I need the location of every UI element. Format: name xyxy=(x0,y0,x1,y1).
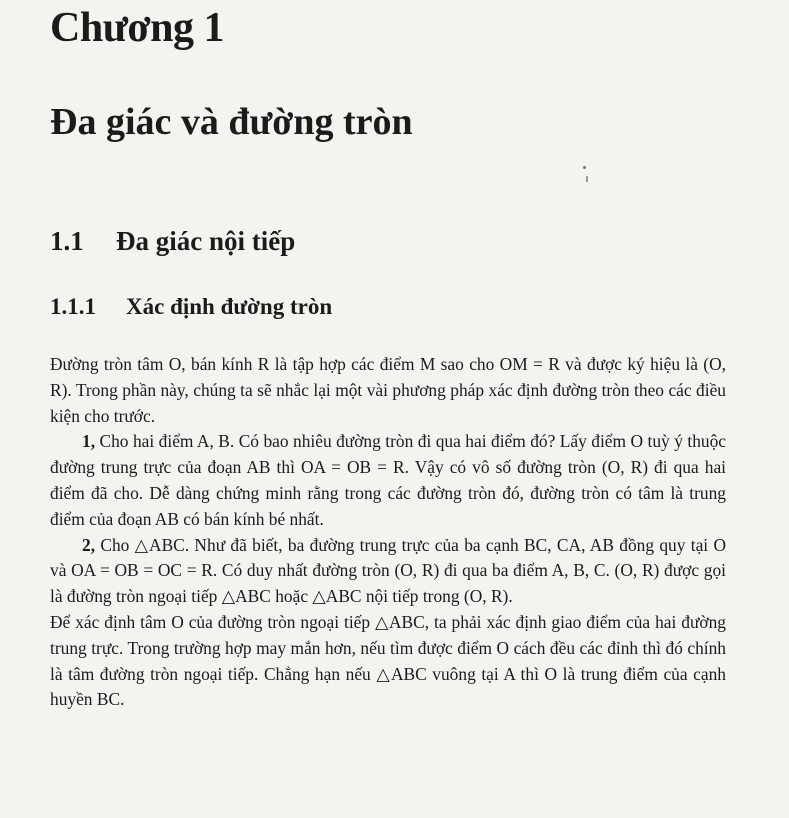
print-speck xyxy=(586,176,588,182)
section-number: 1.1 xyxy=(50,226,84,256)
paragraph-text: Cho △ABC. Như đã biết, ba đường trung trực của ba cạnh BC, CA, AB đồng quy tại O và OA = OB = OC = R. Có duy nhất đường tròn (O, R) đi qua ba điểm A, B, C. (O, R) được gọi là đường tròn ngoại tiếp △ABC hoặc △ABC nội tiếp trong (O, R). xyxy=(50,534,727,607)
paragraph-case-1 xyxy=(50,429,726,532)
subsection-number: 1.1.1 xyxy=(50,294,96,319)
paragraph-circumcenter xyxy=(50,610,726,713)
body-text xyxy=(50,352,726,713)
subsection-title: Xác định đường tròn xyxy=(126,294,333,319)
paragraph-text: Cho hai điểm A, B. Có bao nhiêu đường tròn đi qua hai điểm đó? Lấy điểm O tuỳ ý thuộc đường trung trực của đoạn AB thì OA = OB = R. Vậy có vô số đường tròn (O, R) đi qua hai điểm đã cho. Dễ dàng chứng minh rằng trong các đường tròn đó, đường tròn có tâm là trung điểm của đoạn AB có bán kính bé nhất. xyxy=(50,431,726,529)
item-number: 1, xyxy=(82,431,96,452)
chapter-title: Đa giác và đường tròn xyxy=(50,101,413,143)
paragraph-definition xyxy=(50,352,726,429)
subsection-heading xyxy=(50,294,332,320)
paragraph-text: Đường tròn tâm O, bán kính R là tập hợp các điểm M sao cho OM = R và được ký hiệu là (O, R). Trong phần này, chúng ta sẽ nhắc lại một vài phương pháp xác định đường tròn theo các điều kiện cho trước. xyxy=(50,354,726,426)
section-title: Đa giác nội tiếp xyxy=(116,226,296,256)
item-number: 2, xyxy=(82,534,96,555)
chapter-label: Chương 1 xyxy=(50,5,225,51)
section-heading xyxy=(50,226,295,257)
print-speck xyxy=(583,166,586,169)
paragraph-text: Để xác định tâm O của đường tròn ngoại tiếp △ABC, ta phải xác định giao điểm của hai đường trung trực. Trong trường hợp may mắn hơn, nếu tìm được điểm O cách đều các đỉnh thì đó chính là tâm đường tròn ngoại tiếp. Chẳng hạn nếu △ABC vuông tại A thì O là trung điểm của cạnh huyền BC. xyxy=(50,611,726,710)
paragraph-case-2 xyxy=(50,533,726,610)
